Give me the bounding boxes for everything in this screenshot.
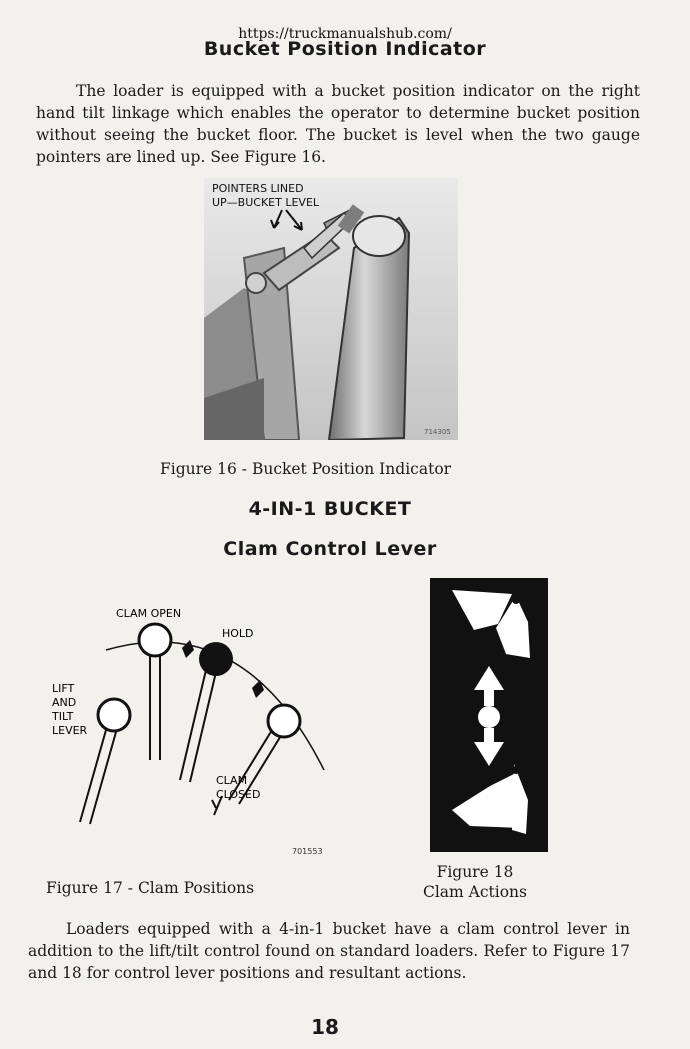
bucket-open-pivot [512,596,520,604]
diagram-code: 701553 [292,847,323,856]
closing-paragraph-text: Loaders equipped with a 4-in-1 bucket have a clam control lever in addition to the lift/tilt control found on standard loaders. Refer to Figure 17 and 18 for control lever positions and resultant actions. [28,920,630,982]
label-lift-3: TILT [52,710,74,723]
clam-open-knob [139,624,171,656]
figure-18-diagram [430,578,548,852]
callout-line-2: UP—BUCKET LEVEL [212,196,320,209]
label-clam-closed-2: CLOSED [216,788,261,801]
label-hold: HOLD [222,627,254,640]
detent-marker-1 [182,640,194,658]
hold-knob [199,642,233,676]
clam-open-lever-shaft [150,650,160,760]
label-lift-2: AND [52,696,77,709]
hold-lever-shaft [180,670,216,782]
clam-closed-knob [268,705,300,737]
label-lift-1: LIFT [52,682,75,695]
figure-16-caption: Figure 16 - Bucket Position Indicator [160,460,452,478]
page-number: 18 [311,1015,339,1039]
arrow-center-knob [478,706,500,728]
lift-tilt-knob [98,699,130,731]
intro-paragraph-text: The loader is equipped with a bucket position indicator on the right hand tilt linkage which enables the operator to determine bucket position without seeing the bucket floor. The bucket is level when the two gauge pointers are lined up. See Figure 16. [36,82,640,166]
figure-17-caption: Figure 17 - Clam Positions [46,879,255,897]
link-pin [246,273,266,293]
intro-paragraph [36,80,640,168]
section-title-4in1: 4-IN-1 BUCKET [248,498,412,520]
figure-16-photo [204,178,458,440]
figure-18-caption-line-2: Clam Actions [422,883,527,901]
photo-code: 714305 [424,428,451,436]
callout-line-1: POINTERS LINED [212,182,304,195]
label-clam-closed-1: CLAM [216,774,248,787]
figure-18-caption [405,862,545,902]
label-lift-4: LEVER [52,724,88,737]
cylinder-end [353,216,405,256]
source-url: https://truckmanualshub.com/ [238,26,452,42]
figure-18-caption-line-1: Figure 18 [436,863,514,881]
section-subtitle-clam-lever: Clam Control Lever [223,538,437,560]
lift-tilt-lever-shaft [80,730,116,824]
label-clam-open: CLAM OPEN [116,607,182,620]
figure-17-diagram [44,600,344,860]
bucket-closed-pivot [512,766,520,774]
section-title-bucket-indicator: Bucket Position Indicator [203,38,487,60]
closing-paragraph [28,918,630,984]
